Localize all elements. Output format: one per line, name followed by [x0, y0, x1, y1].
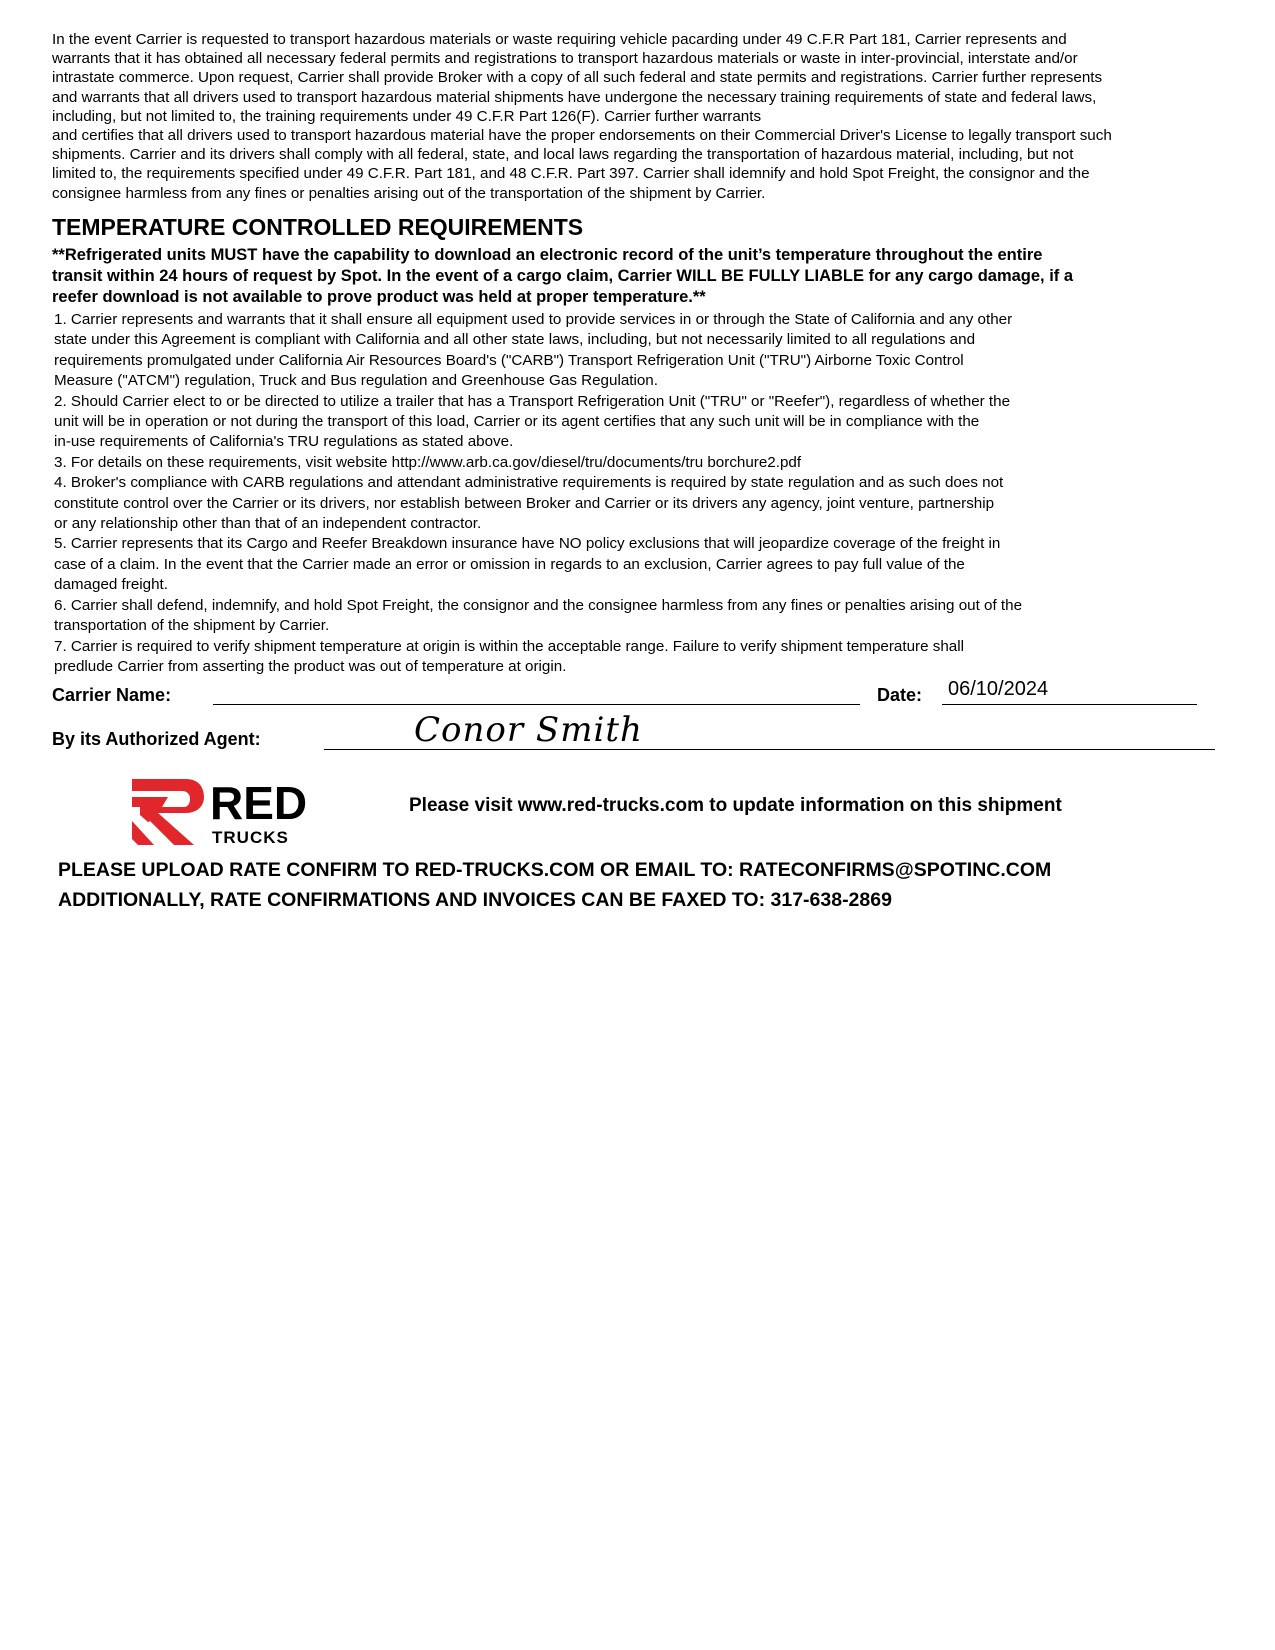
requirement-line: 3. For details on these requirements, visit website http://www.arb.ca.gov/diesel/tru/documents/tru borchure2.pdf	[54, 453, 802, 471]
requirement-line: case of a claim. In the event that the Carrier made an error or omission in regards to an exclusion, Carrier agrees to pay full value of the	[54, 555, 965, 573]
logo-word-red: RED	[210, 777, 308, 829]
bold-note-line: transit within 24 hours of request by Spot. In the event of a cargo claim, Carrier WILL BE FULLY LIABLE for any cargo damage, if a	[52, 267, 1074, 285]
upload-instructions: PLEASE UPLOAD RATE CONFIRM TO RED-TRUCKS.COM OR EMAIL TO: RATECONFIRMS@SPOTINC.COM	[58, 859, 1052, 881]
red-trucks-logo-icon	[128, 777, 328, 847]
red-trucks-logo	[128, 777, 328, 847]
date-field-line	[942, 704, 1197, 705]
requirement-line: or any relationship other than that of an independent contractor.	[54, 515, 482, 533]
date-field[interactable]: 06/10/2024	[948, 678, 1049, 700]
requirement-line: unit will be in operation or not during the transport of this load, Carrier or its agent certifies that any such unit will be in compliance with the	[54, 413, 980, 431]
bold-note-line: **Refrigerated units MUST have the capability to download an electronic record of the unit’s temperature throughout the entire	[52, 246, 1043, 264]
hazmat-paragraph	[52, 30, 1224, 203]
fax-instructions: ADDITIONALLY, RATE CONFIRMATIONS AND INVOICES CAN BE FAXED TO: 317-638-2869	[58, 889, 892, 911]
requirement-line: constitute control over the Carrier or its drivers, nor establish between Broker and Carrier or its drivers any agency, joint venture, partnership	[54, 494, 995, 512]
visit-website-text: Please visit www.red-trucks.com to update information on this shipment	[409, 795, 1062, 816]
requirement-line: 7. Carrier is required to verify shipment temperature at origin is within the acceptable range. Failure to verify shipment temperature shall	[54, 637, 964, 655]
paragraph-line: In the event Carrier is requested to transport hazardous materials or waste requiring vehicle pacarding under 49 C.F.R Part 181, Carrier represents and	[52, 31, 1067, 48]
requirement-line: 1. Carrier represents and warrants that it shall ensure all equipment used to provide services in or through the State of California and any other	[54, 311, 1013, 328]
requirement-line: 6. Carrier shall defend, indemnify, and hold Spot Freight, the consignor and the consignee harmless from any fines or penalties arising out of the	[54, 596, 1023, 614]
bold-note-line: reefer download is not available to prove product was held at proper temperature.**	[52, 288, 706, 306]
carrier-name-label: Carrier Name:	[52, 685, 172, 705]
requirement-line: requirements promulgated under California Air Resources Board's ("CARB") Transport Refrigeration Unit ("TRU") Airborne Toxic Control	[54, 351, 964, 369]
paragraph-line: including, but not limited to, the training requirements under 49 C.F.R Part 126(F). Carrier further warrants	[52, 107, 762, 125]
paragraph-line: limited to, the requirements specified under 49 C.F.R. Part 181, and 48 C.F.R. Part 397. Carrier shall idemnify and hold Spot Freight, the consignor and the	[52, 165, 1090, 183]
requirement-line: Measure ("ATCM") regulation, Truck and Bus regulation and Greenhouse Gas Regulation.	[54, 372, 658, 390]
requirement-line: 4. Broker's compliance with CARB regulations and attendant administrative requirements is required by state regulation and as such does not	[54, 474, 1004, 492]
requirement-line: damaged freight.	[54, 576, 168, 594]
paragraph-line: warrants that it has obtained all necessary federal permits and registrations to transport hazardous materials or waste in inter-provincial, interstate and/or	[52, 50, 1078, 68]
requirement-line: predlude Carrier from asserting the product was out of temperature at origin.	[54, 657, 567, 675]
date-label: Date:	[877, 685, 923, 705]
agent-signature[interactable]: Conor Smith	[414, 710, 643, 750]
paragraph-line: and certifies that all drivers used to transport hazardous material have the proper endorsements on their Commercial Driver's License to legally transport such	[52, 127, 1112, 145]
logo-word-trucks: TRUCKS	[212, 828, 289, 847]
requirement-line: in-use requirements of California's TRU regulations as stated above.	[54, 433, 514, 451]
paragraph-line: and warrants that all drivers used to transport hazardous material shipments have undergone the necessary training requirements of state and federal laws,	[52, 88, 1097, 106]
requirement-line: 2. Should Carrier elect to or be directed to utilize a trailer that has a Transport Refrigeration Unit ("TRU" or "Reefer"), regardless of whether the	[54, 392, 1011, 410]
paragraph-line: consignee harmless from any fines or penalties arising out of the transportation of the shipment by Carrier.	[52, 184, 766, 202]
paragraph-line: shipments. Carrier and its drivers shall comply with all federal, state, and local laws regarding the transportation of hazardous material, including, but not	[52, 146, 1074, 164]
requirement-line: 5. Carrier represents that its Cargo and Reefer Breakdown insurance have NO policy exclusions that will jeopardize coverage of the freight in	[54, 535, 1001, 553]
authorized-agent-label: By its Authorized Agent:	[52, 729, 261, 749]
requirement-line: state under this Agreement is compliant with California and all other state laws, including, but not necessarily limited to all regulations and	[54, 331, 976, 349]
section-title: TEMPERATURE CONTROLLED REQUIREMENTS	[52, 214, 584, 240]
carrier-name-field[interactable]	[213, 704, 860, 705]
requirement-line: transportation of the shipment by Carrier.	[54, 617, 330, 635]
refrigeration-bold-note	[52, 245, 1073, 308]
paragraph-line: intrastate commerce. Upon request, Carrier shall provide Broker with a copy of all such federal and state permits and registrations. Carrier further represents	[52, 69, 1103, 87]
requirements-list	[54, 310, 1022, 677]
